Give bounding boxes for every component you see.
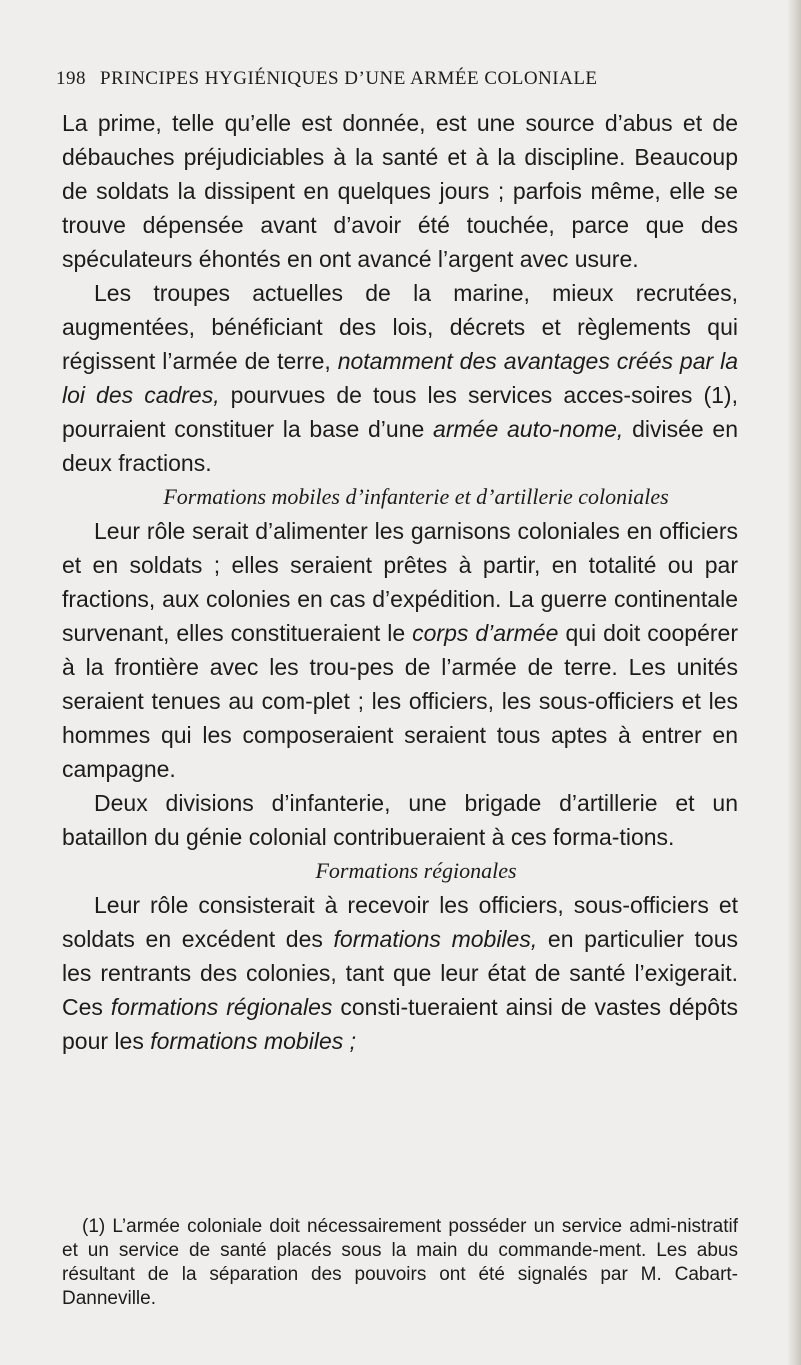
section-heading-formations-mobiles: Formations mobiles d’infanterie et d’artillerie coloniales bbox=[163, 484, 669, 509]
text-run: en particulier tous les rentrants des colonies, tant que leur état de santé l’exigerait. Ces bbox=[62, 926, 738, 1020]
text-run: Leur rôle consisterait à recevoir les officiers, sous-officiers et soldats en excédent des bbox=[62, 892, 738, 952]
text-run: Les troupes actuelles de la marine, mieux recrutées, augmentées, bénéficiant des lois, décrets et règlements qui régissent l’armée de terre, bbox=[62, 280, 738, 374]
footnote-marker: (1) bbox=[82, 1216, 106, 1237]
italic-run: notamment des avantages créés par la loi des cadres, bbox=[62, 348, 738, 408]
text-run: qui doit coopérer à la frontière avec les trou-pes de l’armée de terre. Les unités seraient tenues au com-plet ; les officiers, les sous-officiers et les hommes qui les composeraient seraient tous aptes à entrer en campagne. bbox=[62, 620, 738, 782]
paragraph-prime: La prime, telle qu’elle est donnée, est une source d’abus et de débauches préjudiciables à la santé et à la discipline. Beaucoup de soldats la dissipent en quelques jours ; parfois même, elle se trouve dépensée avant d’avoir été touchée, parce que des spéculateurs éhontés en ont avancé l’argent avec usure. bbox=[62, 110, 738, 272]
text-run: divisée en deux fractions. bbox=[62, 416, 738, 476]
text-run: Leur rôle serait d’alimenter les garnisons coloniales en officiers et en soldats ; elles seraient prêtes à partir, en totalité ou par fractions, aux colonies en cas d’expédition. La guerre continentale survenant, elles constitueraient le bbox=[62, 518, 738, 646]
italic-run: armée auto-nome, bbox=[433, 416, 624, 442]
section-heading-formations-regionales: Formations régionales bbox=[315, 858, 517, 883]
main-text bbox=[62, 106, 738, 1058]
italic-run: formations régionales bbox=[110, 994, 333, 1020]
page-edge-shadow bbox=[787, 0, 801, 1365]
paragraph-divisions: Deux divisions d’infanterie, une brigade d’artillerie et un bataillon du génie colonial contribueraient à ces forma-tions. bbox=[62, 790, 738, 850]
running-header bbox=[56, 68, 756, 90]
paragraph-role-regionales bbox=[62, 888, 738, 1058]
paragraph-troupes bbox=[62, 276, 738, 480]
footnote-text: L’armée coloniale doit nécessairement posséder un service admi-nistratif et un service de santé placés sous la main du commande-ment. Les abus résultant de la séparation des pouvoirs ont été signalés par M. Cabart-Danneville. bbox=[62, 1216, 739, 1309]
italic-run: formations mobiles, bbox=[333, 926, 538, 952]
paragraph-role-mobiles bbox=[62, 514, 738, 786]
text-run: pourvues de tous les services acces-soires (1), pourraient constituer la base d’une bbox=[62, 382, 738, 442]
italic-run: formations mobiles ; bbox=[150, 1028, 357, 1054]
text-run: consti-tueraient ainsi de vastes dépôts pour les bbox=[62, 994, 738, 1054]
running-title: PRINCIPES HYGIÉNIQUES D’UNE ARMÉE COLONIALE bbox=[100, 68, 598, 89]
page-number: 198 bbox=[56, 68, 86, 89]
italic-run: corps d’armée bbox=[412, 620, 559, 646]
footnote bbox=[62, 1215, 738, 1311]
